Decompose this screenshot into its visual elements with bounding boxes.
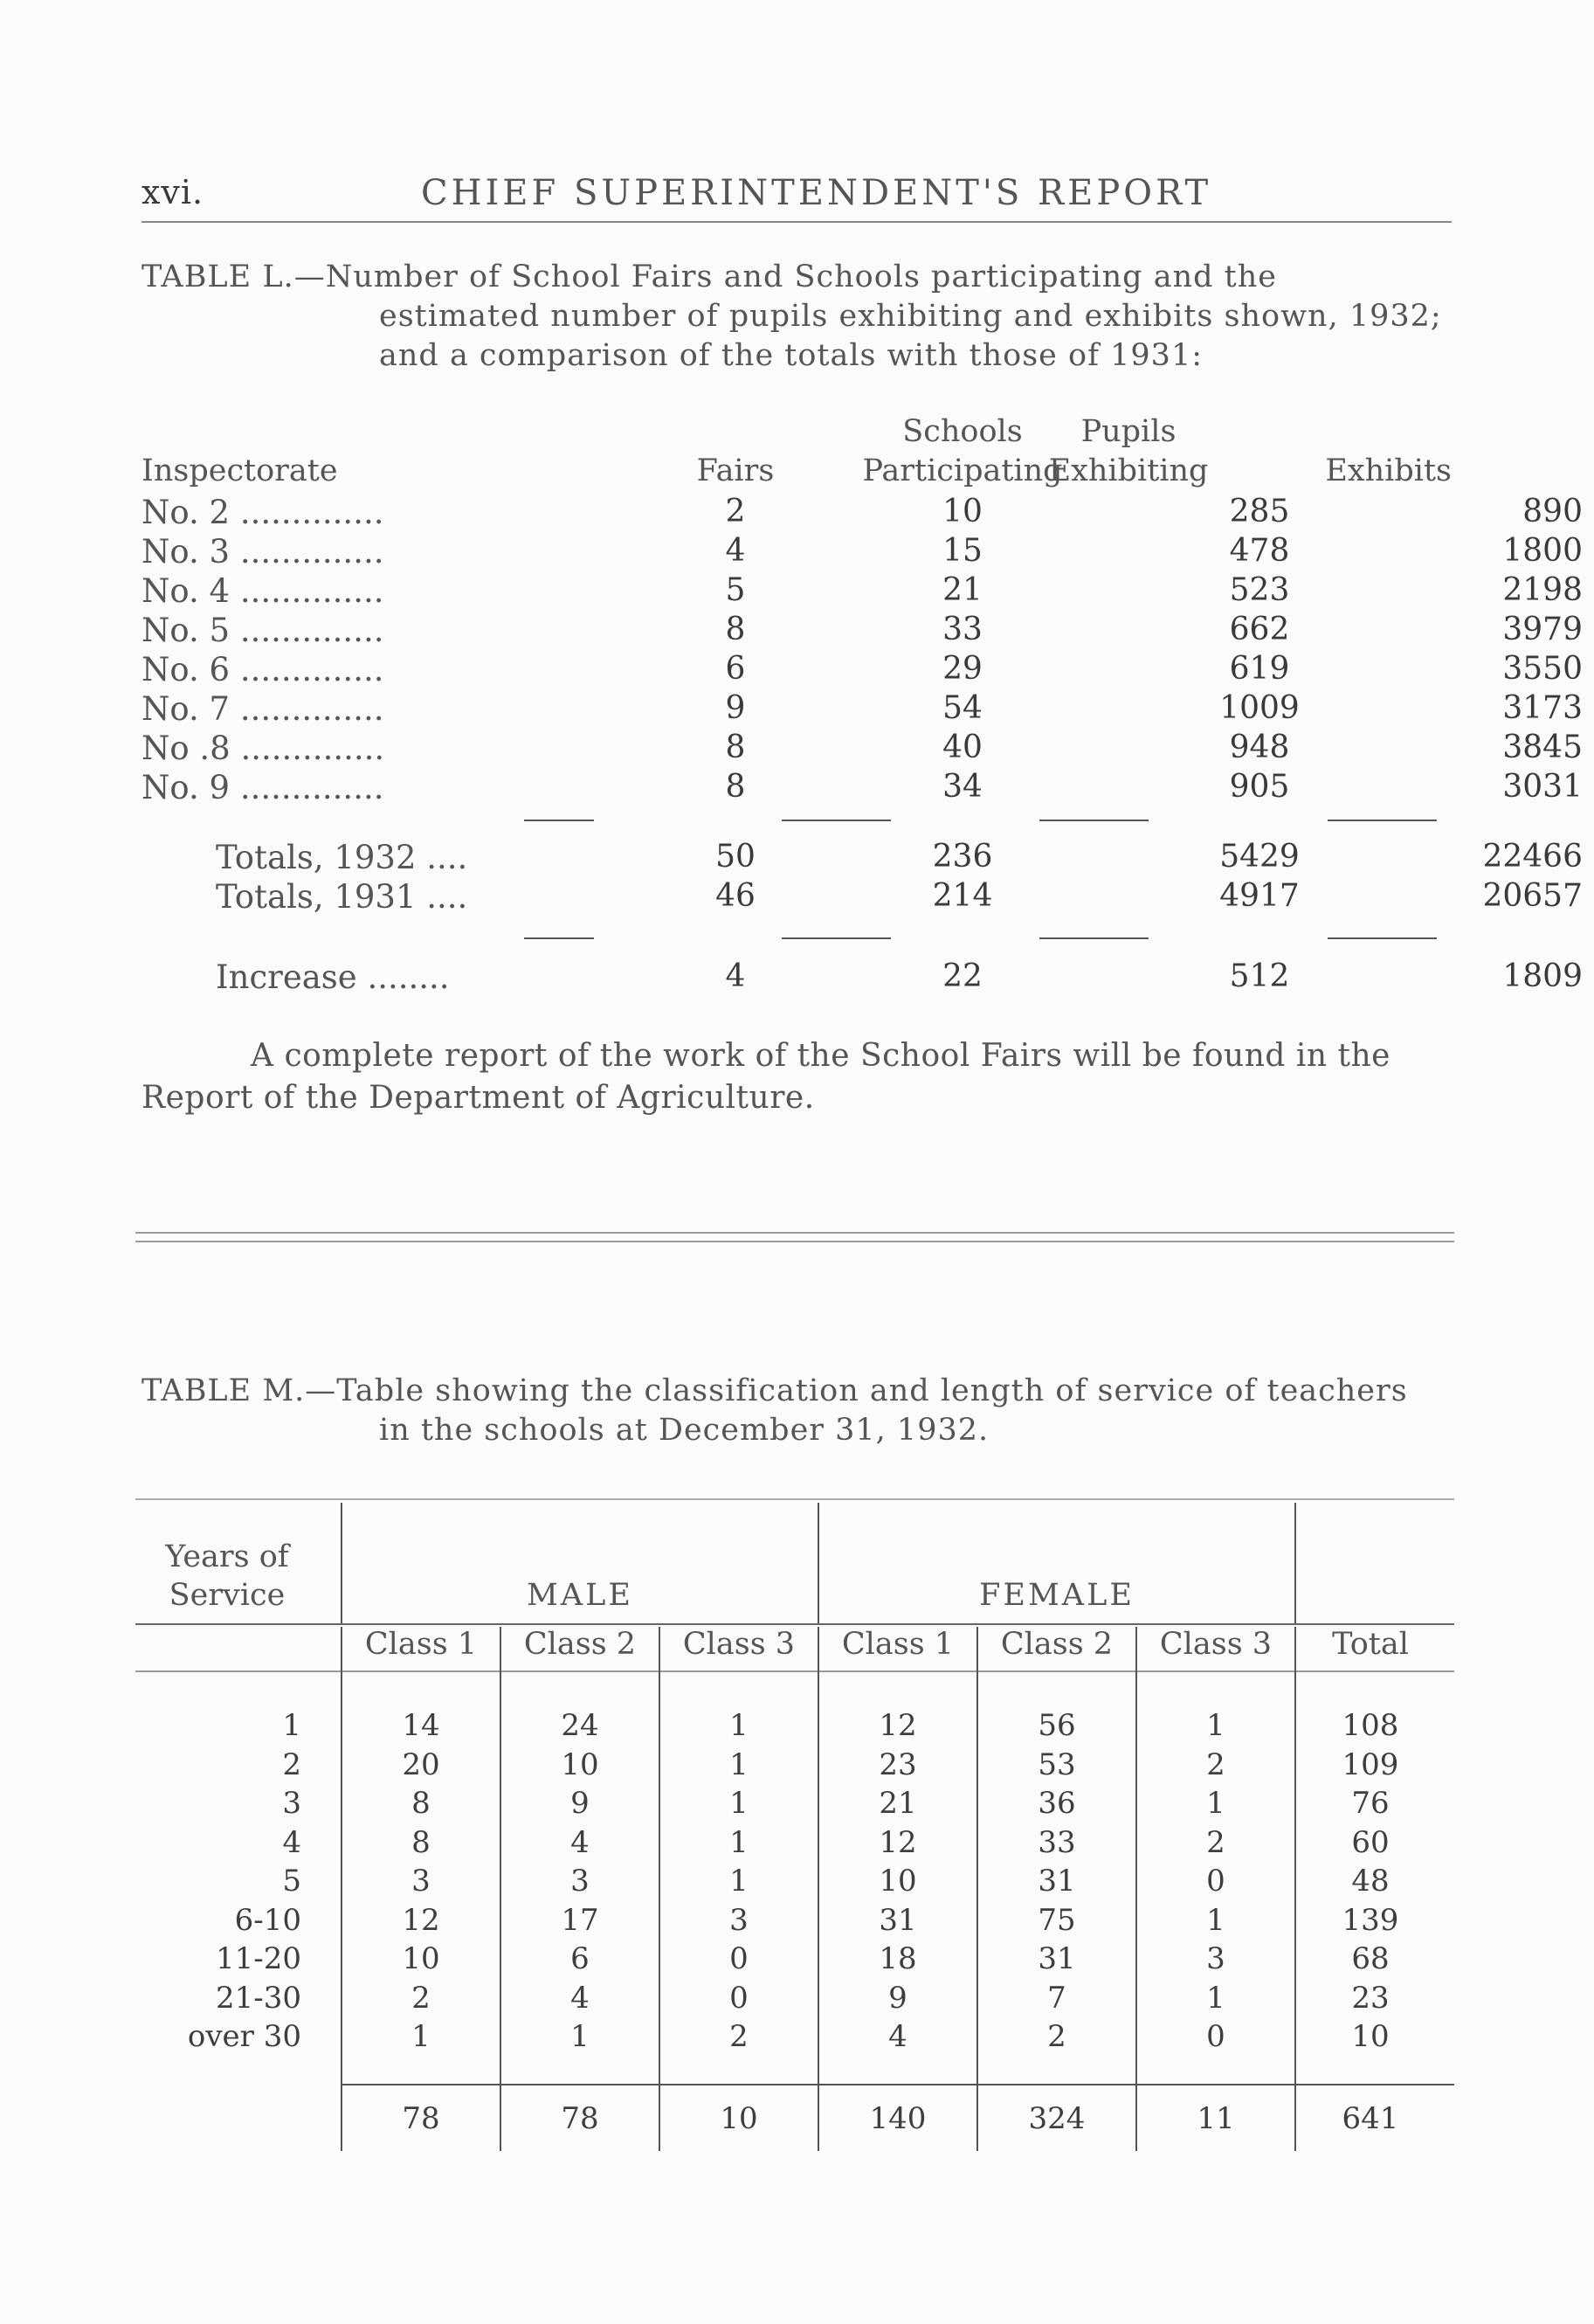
- section-divider: [135, 1232, 1454, 1234]
- total-cell: 641: [1342, 2101, 1399, 2136]
- table-cell: 9: [570, 1786, 590, 1821]
- total-cell: 11: [1197, 2101, 1235, 2136]
- table-cell: 2: [1206, 1825, 1225, 1860]
- table-cell: 1: [1206, 1903, 1225, 1938]
- fairs-cell: 50: [715, 839, 756, 875]
- sum-rule: [524, 937, 594, 939]
- table-cell: 4: [888, 2019, 907, 2054]
- table-cell: 33: [1038, 1825, 1076, 1860]
- table-cell: 1: [729, 1747, 749, 1782]
- schools-cell: 22: [942, 958, 983, 994]
- table-cell: 9: [888, 1981, 907, 2016]
- sum-rule: [524, 820, 594, 821]
- table-cell: 17: [561, 1903, 599, 1938]
- table-m-caption-line: TABLE M.—Table showing the classification and length of service of teachers: [141, 1373, 1408, 1408]
- inspectorate-label: No .8 ..............: [141, 730, 385, 767]
- table-l-caption-line: estimated number of pupils exhibiting and exhibits shown, 1932;: [379, 299, 1442, 334]
- schools-cell: 29: [942, 651, 983, 687]
- fairs-cell: 9: [725, 690, 746, 726]
- pupils-cell: 285: [1229, 494, 1290, 529]
- table-cell: 8: [411, 1786, 431, 1821]
- table-cell: 76: [1351, 1786, 1390, 1821]
- exhibits-cell: 1809: [1502, 958, 1583, 994]
- schools-cell: 34: [942, 769, 983, 805]
- table-cell: 1: [1206, 1981, 1225, 2016]
- table-cell: 60: [1351, 1825, 1390, 1860]
- col-header-pupils-line2: Exhibiting: [1048, 453, 1209, 488]
- table-cell: 10: [402, 1941, 440, 1976]
- table-cell: 0: [729, 1981, 749, 2016]
- table-cell: 3: [570, 1864, 590, 1899]
- pupils-cell: 619: [1229, 651, 1290, 687]
- table-cell: 18: [879, 1941, 917, 1976]
- years-of-service-label: 11-20: [215, 1941, 301, 1976]
- totals-row: [141, 839, 1583, 877]
- fairs-cell: 5: [725, 572, 746, 608]
- header-rule: [135, 1670, 1454, 1672]
- table-row: [141, 730, 1583, 768]
- table-cell: 7: [1047, 1981, 1066, 2016]
- years-header-line2: Service: [169, 1578, 286, 1613]
- table-cell: 75: [1038, 1903, 1076, 1938]
- fairs-cell: 8: [725, 769, 746, 805]
- total-cell: 78: [402, 2101, 440, 2136]
- table-cell: 2: [1047, 2019, 1066, 2054]
- table-cell: 8: [411, 1825, 431, 1860]
- table-cell: 23: [1351, 1981, 1390, 2016]
- exhibits-cell: 890: [1522, 494, 1583, 529]
- table-cell: 1: [1206, 1708, 1225, 1743]
- table-cell: 31: [1038, 1864, 1076, 1899]
- table-cell: 1: [411, 2019, 431, 2054]
- table-cell: 68: [1351, 1941, 1390, 1976]
- inspectorate-label: No. 2 ..............: [141, 494, 384, 531]
- fairs-cell: 2: [725, 494, 746, 529]
- table-cell: 1: [1206, 1786, 1225, 1821]
- schools-cell: 21: [942, 572, 983, 608]
- table-cell: 1: [729, 1825, 749, 1860]
- table-cell: 14: [402, 1708, 440, 1743]
- table-cell: 23: [879, 1747, 917, 1782]
- exhibits-cell: 3031: [1502, 769, 1583, 805]
- table-row: [141, 572, 1583, 611]
- table-cell: 1: [729, 1786, 749, 1821]
- pupils-cell: 523: [1229, 572, 1290, 608]
- table-m-caption-line: in the schools at December 31, 1932.: [379, 1413, 990, 1448]
- class-header-female-1: Class 1: [841, 1627, 955, 1662]
- table-cell: 0: [729, 1941, 749, 1976]
- table-cell: 2: [1206, 1747, 1225, 1782]
- table-cell: 31: [1038, 1941, 1076, 1976]
- col-header-fairs: Fairs: [696, 453, 775, 488]
- sum-rule: [1039, 820, 1149, 821]
- inspectorate-label: No. 9 ..............: [141, 769, 384, 806]
- table-cell: 2: [411, 1981, 431, 2016]
- exhibits-cell: 20657: [1482, 878, 1583, 914]
- total-cell: 324: [1028, 2101, 1086, 2136]
- exhibits-cell: 3845: [1502, 730, 1583, 765]
- schools-cell: 54: [942, 690, 983, 726]
- inspectorate-label: No. 5 ..............: [141, 612, 384, 649]
- male-group-header: MALE: [527, 1578, 633, 1613]
- table-cell: 1: [729, 1708, 749, 1743]
- fairs-cell: 4: [725, 958, 746, 994]
- table-m-caption: [141, 1372, 1452, 1450]
- sum-rule: [1328, 820, 1437, 821]
- fairs-cell: 46: [715, 878, 756, 914]
- table-cell: 3: [1206, 1941, 1225, 1976]
- table-cell: 48: [1351, 1864, 1390, 1899]
- table-row: [141, 533, 1583, 571]
- years-of-service-label: 5: [282, 1864, 301, 1899]
- exhibits-cell: 3173: [1502, 690, 1583, 726]
- total-cell: 78: [561, 2101, 599, 2136]
- page-number: xvi.: [141, 173, 204, 211]
- pupils-cell: 478: [1229, 533, 1290, 569]
- inspectorate-label: No. 6 ..............: [141, 651, 384, 688]
- table-cell: 12: [879, 1708, 917, 1743]
- fairs-cell: 6: [725, 651, 746, 687]
- table-cell: 10: [1351, 2019, 1390, 2054]
- exhibits-cell: 2198: [1502, 572, 1583, 608]
- sum-rule: [782, 937, 891, 939]
- fairs-cell: 8: [725, 730, 746, 765]
- table-cell: 20: [402, 1747, 440, 1782]
- pupils-cell: 662: [1229, 612, 1290, 647]
- table-cell: 139: [1342, 1903, 1399, 1938]
- table-cell: 109: [1342, 1747, 1399, 1782]
- sum-rule: [1039, 937, 1149, 939]
- exhibits-cell: 1800: [1502, 533, 1583, 569]
- total-header: Total: [1332, 1627, 1409, 1662]
- class-header-male-1: Class 1: [364, 1627, 478, 1662]
- table-cell: 2: [729, 2019, 749, 2054]
- section-divider: [135, 1241, 1454, 1242]
- class-header-female-2: Class 2: [1000, 1627, 1114, 1662]
- table-cell: 1: [570, 2019, 590, 2054]
- table-cell: 12: [402, 1903, 440, 1938]
- table-l-caption-line: and a comparison of the totals with those of 1931:: [379, 338, 1204, 373]
- class-header-female-3: Class 3: [1159, 1627, 1273, 1662]
- header-rule: [141, 221, 1452, 223]
- table-cell: 108: [1342, 1708, 1399, 1743]
- table-cell: 1: [729, 1864, 749, 1899]
- inspectorate-label: No. 4 ..............: [141, 572, 384, 610]
- years-of-service-label: 4: [282, 1825, 301, 1860]
- table-cell: 31: [879, 1903, 917, 1938]
- table-cell: 21: [879, 1786, 917, 1821]
- running-title: CHIEF SUPERINTENDENT'S REPORT: [421, 173, 1212, 213]
- pupils-cell: 512: [1229, 958, 1290, 994]
- table-cell: 6: [570, 1941, 590, 1976]
- fairs-cell: 8: [725, 612, 746, 647]
- increase-row: [141, 958, 1583, 997]
- years-of-service-label: 1: [282, 1708, 301, 1743]
- class-header-male-2: Class 2: [523, 1627, 637, 1662]
- fairs-cell: 4: [725, 533, 746, 569]
- total-cell: 10: [720, 2101, 758, 2136]
- table-cell: 24: [561, 1708, 599, 1743]
- sum-rule: [1328, 937, 1437, 939]
- pupils-cell: 905: [1229, 769, 1290, 805]
- sum-rule: [782, 820, 891, 821]
- increase-label: Increase ........: [216, 958, 450, 996]
- inspectorate-label: No. 7 ..............: [141, 690, 384, 728]
- years-of-service-label: 3: [282, 1786, 301, 1821]
- table-row: [141, 494, 1583, 532]
- table-l-caption-line: TABLE L.—Number of School Fairs and Schools participating and the: [141, 259, 1277, 294]
- totals-rule: [341, 2084, 1454, 2085]
- table-cell: 0: [1206, 1864, 1225, 1899]
- table-cell: 0: [1206, 2019, 1225, 2054]
- table-cell: 53: [1038, 1747, 1076, 1782]
- table-l-caption: [141, 258, 1452, 376]
- note-line: Report of the Department of Agriculture.: [141, 1080, 815, 1116]
- female-group-header: FEMALE: [979, 1578, 1135, 1613]
- schools-cell: 15: [942, 533, 983, 569]
- table-row: [141, 769, 1583, 807]
- pupils-cell: 948: [1229, 730, 1290, 765]
- pupils-cell: 1009: [1219, 690, 1300, 726]
- table-cell: 10: [879, 1864, 917, 1899]
- col-header-pupils-line1: Pupils: [1080, 414, 1177, 449]
- col-header-inspectorate: Inspectorate: [141, 453, 338, 488]
- table-cell: 3: [729, 1903, 749, 1938]
- schools-cell: 40: [942, 730, 983, 765]
- table-top-rule: [135, 1498, 1454, 1500]
- table-cell: 12: [879, 1825, 917, 1860]
- note-line: A complete report of the work of the School Fairs will be found in the: [251, 1038, 1390, 1074]
- totals-label: Totals, 1932 ....: [216, 839, 468, 876]
- col-header-exhibits: Exhibits: [1325, 453, 1452, 488]
- totals-row: [141, 878, 1583, 916]
- school-fairs-note: [141, 1035, 1452, 1119]
- total-cell: 140: [869, 2101, 927, 2136]
- col-header-schools-line2: Participating: [862, 453, 1063, 488]
- table-cell: 4: [570, 1825, 590, 1860]
- table-row: [141, 651, 1583, 689]
- class-header-male-3: Class 3: [682, 1627, 796, 1662]
- column-divider: [1294, 1503, 1296, 1625]
- schools-cell: 236: [932, 839, 993, 875]
- years-of-service-label: 2: [282, 1747, 301, 1782]
- table-cell: 36: [1038, 1786, 1076, 1821]
- schools-cell: 10: [942, 494, 983, 529]
- exhibits-cell: 3550: [1502, 651, 1583, 687]
- inspectorate-label: No. 3 ..............: [141, 533, 384, 571]
- header-rule: [135, 1623, 1454, 1625]
- table-row: [141, 612, 1583, 650]
- schools-cell: 33: [942, 612, 983, 647]
- exhibits-cell: 3979: [1502, 612, 1583, 647]
- table-cell: 56: [1038, 1708, 1076, 1743]
- schools-cell: 214: [932, 878, 993, 914]
- years-of-service-label: 21-30: [215, 1981, 301, 2016]
- table-cell: 3: [411, 1864, 431, 1899]
- pupils-cell: 4917: [1219, 878, 1300, 914]
- years-of-service-label: 6-10: [234, 1903, 301, 1938]
- col-header-schools-line1: Schools: [902, 414, 1023, 449]
- pupils-cell: 5429: [1219, 839, 1300, 875]
- table-row: [141, 690, 1583, 729]
- exhibits-cell: 22466: [1482, 839, 1583, 875]
- table-cell: 4: [570, 1981, 590, 2016]
- years-of-service-label: over 30: [187, 2019, 301, 2054]
- table-cell: 10: [561, 1747, 599, 1782]
- years-header-line1: Years of: [165, 1539, 289, 1574]
- page-header: [141, 173, 1452, 222]
- totals-label: Totals, 1931 ....: [216, 878, 468, 916]
